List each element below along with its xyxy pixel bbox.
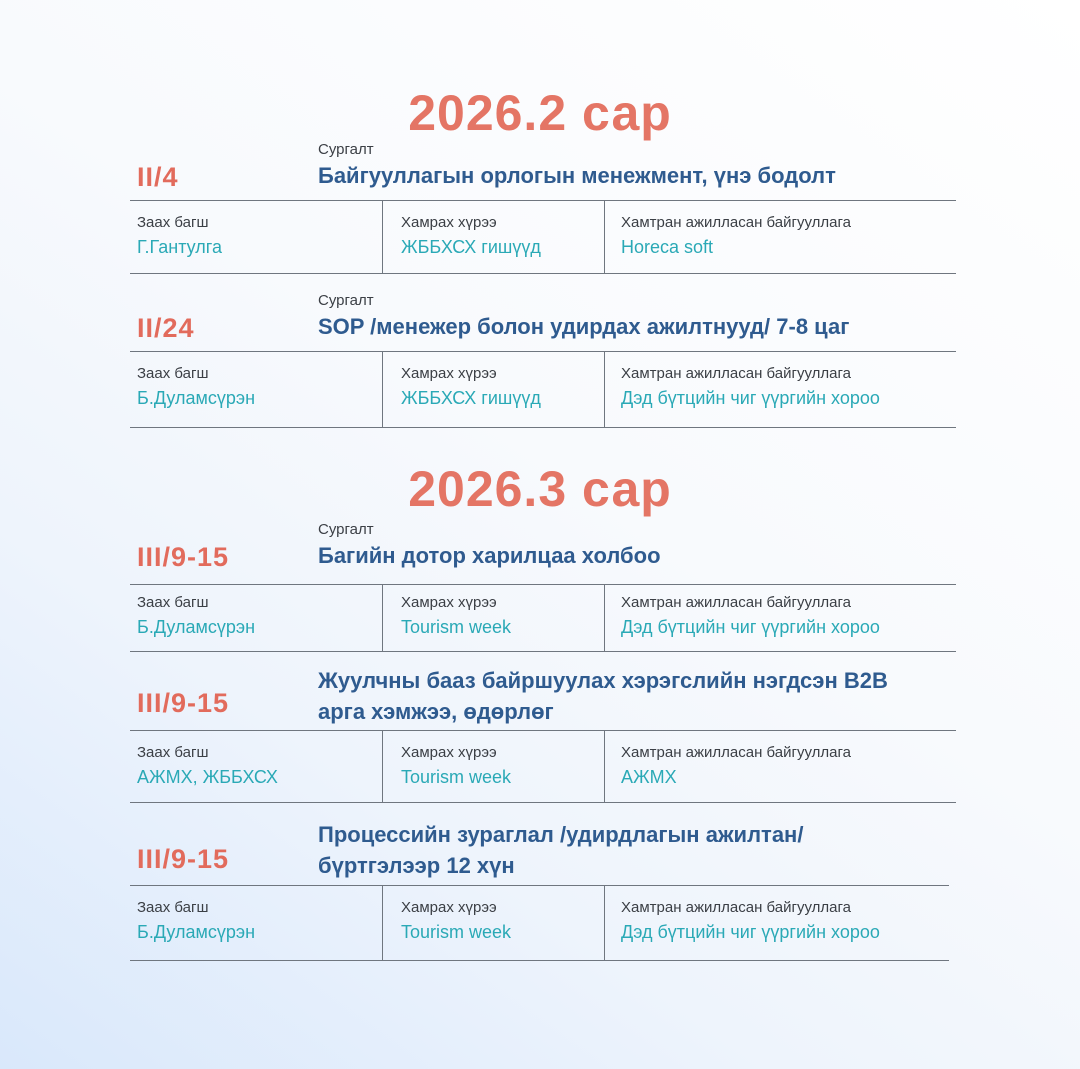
event-date: II/24 bbox=[137, 313, 195, 343]
teacher-value: Б.Дуламсүрэн bbox=[137, 388, 256, 408]
audience-label: Хамрах хүрээ bbox=[401, 899, 497, 916]
partner-label: Хамтран ажилласан байгууллага bbox=[621, 744, 852, 761]
partner-cell bbox=[604, 201, 958, 273]
teacher-label: Заах багш bbox=[137, 594, 209, 611]
audience-cell bbox=[382, 731, 604, 802]
teacher-label: Заах багш bbox=[137, 744, 209, 761]
event-details-table bbox=[130, 351, 956, 428]
teacher-cell bbox=[130, 731, 382, 802]
month-title-february: 2026.2 сар bbox=[408, 85, 672, 141]
event-title-line-1: Процессийн зураглал /удирдлагын ажилтан/ bbox=[318, 822, 804, 847]
event-title: SOP /менежер болон удирдах ажилтнууд/ 7-8 цаг bbox=[318, 314, 850, 339]
partner-label: Хамтран ажилласан байгууллага bbox=[621, 365, 852, 382]
event-kind: Сургалт bbox=[318, 141, 374, 158]
teacher-label: Заах багш bbox=[137, 365, 209, 382]
teacher-cell bbox=[130, 585, 382, 651]
audience-cell bbox=[382, 585, 604, 651]
event-title-line-2: бүртгэлээр 12 хүн bbox=[318, 853, 515, 878]
month-title-march: 2026.3 сар bbox=[408, 461, 672, 517]
audience-cell bbox=[382, 201, 604, 273]
teacher-cell bbox=[130, 886, 382, 960]
event-date: III/9-15 bbox=[137, 688, 230, 718]
event-title-line-2: арга хэмжээ, өдөрлөг bbox=[318, 699, 554, 724]
teacher-value: Г.Гантулга bbox=[137, 237, 222, 257]
partner-cell bbox=[604, 352, 958, 427]
audience-label: Хамрах хүрээ bbox=[401, 214, 497, 231]
partner-cell bbox=[604, 585, 958, 651]
teacher-cell bbox=[130, 352, 382, 427]
event-title-line-1: Жуулчны бааз байршуулах хэрэгслийн нэгдсэн B2B bbox=[318, 668, 888, 693]
teacher-cell bbox=[130, 201, 382, 273]
event-kind: Сургалт bbox=[318, 521, 374, 538]
event-details-table bbox=[130, 730, 956, 803]
event-kind: Сургалт bbox=[318, 292, 374, 309]
event-title bbox=[318, 819, 958, 881]
partner-cell bbox=[604, 731, 958, 802]
event-title bbox=[318, 665, 958, 727]
partner-cell bbox=[604, 886, 949, 960]
event-date: II/4 bbox=[137, 162, 179, 192]
audience-value: ЖББХСХ гишүүд bbox=[401, 388, 541, 408]
teacher-value: АЖМХ, ЖББХСХ bbox=[137, 767, 278, 787]
partner-value: Horeca soft bbox=[621, 237, 714, 257]
teacher-label: Заах багш bbox=[137, 214, 209, 231]
teacher-value: Б.Дуламсүрэн bbox=[137, 617, 256, 637]
event-title: Байгууллагын орлогын менежмент, үнэ бодолт bbox=[318, 163, 836, 188]
audience-cell bbox=[382, 886, 604, 960]
event-details-table bbox=[130, 584, 956, 652]
event-date: III/9-15 bbox=[137, 844, 230, 874]
partner-label: Хамтран ажилласан байгууллага bbox=[621, 899, 852, 916]
audience-value: Tourism week bbox=[401, 617, 512, 637]
partner-value: Дэд бүтцийн чиг үүргийн хороо bbox=[621, 922, 880, 942]
audience-label: Хамрах хүрээ bbox=[401, 594, 497, 611]
audience-label: Хамрах хүрээ bbox=[401, 744, 497, 761]
partner-value: Дэд бүтцийн чиг үүргийн хороо bbox=[621, 617, 880, 637]
audience-value: Tourism week bbox=[401, 922, 512, 942]
teacher-value: Б.Дуламсүрэн bbox=[137, 922, 256, 942]
partner-value: АЖМХ bbox=[621, 767, 677, 787]
audience-cell bbox=[382, 352, 604, 427]
teacher-label: Заах багш bbox=[137, 899, 209, 916]
event-details-table bbox=[130, 885, 949, 961]
partner-label: Хамтран ажилласан байгууллага bbox=[621, 594, 852, 611]
audience-value: ЖББХСХ гишүүд bbox=[401, 237, 541, 257]
partner-value: Дэд бүтцийн чиг үүргийн хороо bbox=[621, 388, 880, 408]
event-date: III/9-15 bbox=[137, 542, 230, 572]
event-details-table bbox=[130, 200, 956, 274]
audience-value: Tourism week bbox=[401, 767, 512, 787]
audience-label: Хамрах хүрээ bbox=[401, 365, 497, 382]
partner-label: Хамтран ажилласан байгууллага bbox=[621, 214, 852, 231]
event-title: Багийн дотор харилцаа холбоо bbox=[318, 543, 661, 568]
